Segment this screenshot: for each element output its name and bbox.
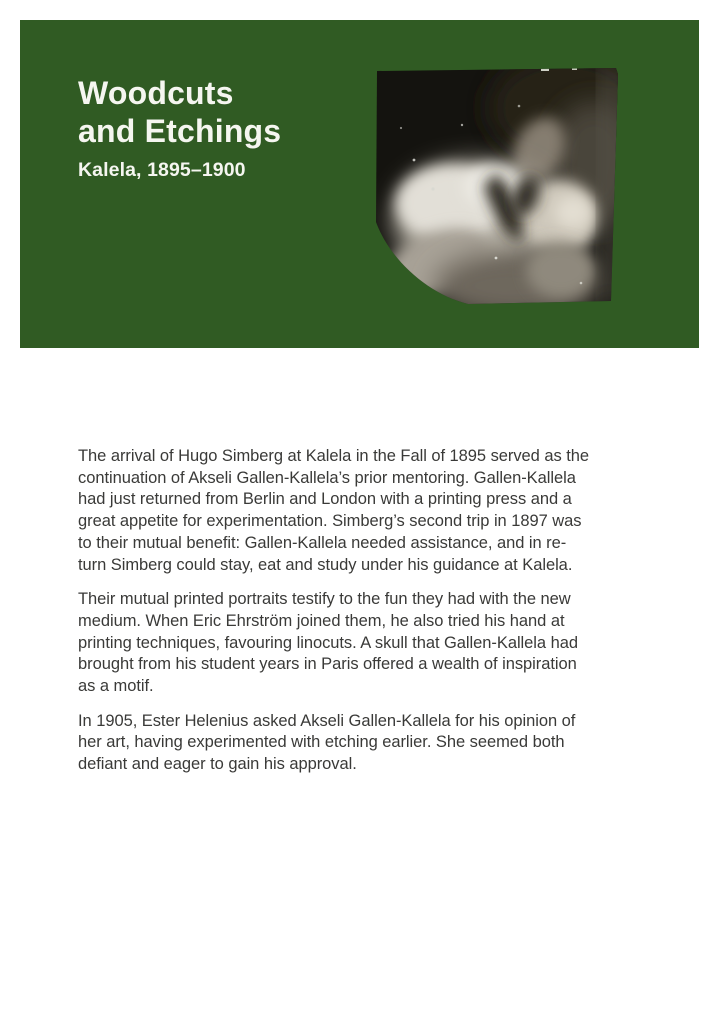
page-title: [78, 74, 281, 150]
photo-illustration: [376, 68, 618, 304]
text-line: printing techniques, favouring linocuts. A skull that Gallen-Kallela had: [78, 633, 578, 652]
page-title-line: and Etchings: [78, 113, 282, 149]
text-line: The arrival of Hugo Simberg at Kalela in the Fall of 1895 served as the: [78, 447, 589, 465]
text-line: Their mutual printed portraits testify to the fun they had with the new: [78, 590, 571, 609]
text-line: medium. When Eric Ehrström joined them, he also tried his hand at: [78, 611, 565, 630]
paragraph: [78, 711, 589, 776]
header-banner: [20, 20, 699, 348]
text-line: turn Simberg could stay, eat and study under his guidance at Kalela.: [78, 555, 573, 574]
body-text: [78, 446, 589, 789]
paragraph: [78, 446, 589, 576]
text-line: great appetite for experimentation. Simberg’s second trip in 1897 was: [78, 512, 582, 531]
text-line: brought from his student years in Paris offered a wealth of inspiration: [78, 655, 577, 674]
text-line: continuation of Akseli Gallen-Kallela’s prior mentoring. Gallen-Kallela: [78, 468, 576, 487]
paragraph: [78, 589, 589, 698]
page-subtitle: Kalela, 1895–1900: [78, 159, 246, 181]
header-photo: [376, 68, 618, 304]
text-line: as a motif.: [78, 677, 154, 696]
text-line: had just returned from Berlin and London with a printing press and a: [78, 490, 572, 509]
text-line: In 1905, Ester Helenius asked Akseli Gallen-Kallela for his opinion of: [78, 711, 576, 730]
page-title-line: Woodcuts: [78, 75, 234, 111]
text-line: defiant and eager to gain his approval.: [78, 755, 357, 774]
text-line: her art, having experimented with etching earlier. She seemed both: [78, 733, 565, 752]
text-line: to their mutual benefit: Gallen-Kallela needed assistance, and in re-: [78, 533, 567, 552]
